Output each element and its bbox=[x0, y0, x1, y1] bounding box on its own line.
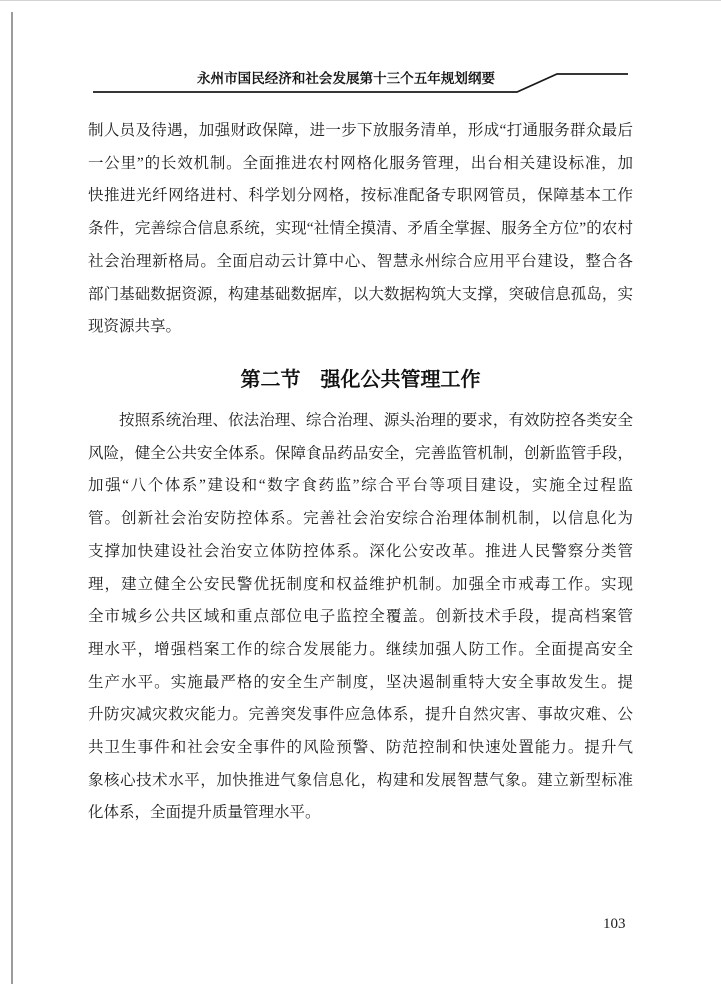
section-heading: 第二节 强化公共管理工作 bbox=[240, 369, 481, 391]
body-text-line: 管。创新社会治安防控体系。完善社会治安综合治理体制机制，以信息化为 bbox=[88, 510, 633, 528]
body-text-line: 全市城乡公共区域和重点部位电子监控全覆盖。创新技术手段，提高档案管 bbox=[88, 608, 633, 626]
scan-edge-line bbox=[11, 12, 13, 984]
body-text-line: 升防灾减灾救灾能力。完善突发事件应急体系，提升自然灾害、事故灾难、公 bbox=[88, 706, 633, 724]
header-rule bbox=[0, 1, 721, 111]
body-text-line: 理水平，增强档案工作的综合发展能力。继续加强人防工作。全面提高安全 bbox=[88, 640, 633, 658]
body-text-line: 理，建立健全公安民警优抚制度和权益维护机制。加强全市戒毒工作。实现 bbox=[88, 575, 633, 593]
body-text-line: 现资源共享。 bbox=[88, 318, 182, 336]
body-text-line: 快推进光纤网络进村、科学划分网格，按标准配备专职网管员，保障基本工作 bbox=[88, 187, 633, 205]
body-text-line: 部门基础数据资源，构建基础数据库，以大数据构筑大支撑，突破信息孤岛，实 bbox=[88, 285, 633, 303]
body-text-line: 风险，健全公共安全体系。保障食品药品安全，完善监管机制，创新监管手段， bbox=[88, 444, 633, 462]
body-text-line: 生产水平。实施最严格的安全生产制度，坚决遏制重特大安全事故发生。提 bbox=[88, 673, 633, 691]
paragraph bbox=[88, 115, 633, 344]
body-text-line: 一公里”的长效机制。全面推进农村网格化服务管理，出台相关建设标准，加 bbox=[88, 154, 633, 172]
body-text-line: 社会治理新格局。全面启动云计算中心、智慧永州综合应用平台建设，整合各 bbox=[88, 252, 633, 270]
body-text-line: 制人员及待遇，加强财政保障，进一步下放服务清单，形成“打通服务群众最后 bbox=[88, 122, 633, 139]
body-text-line: 象核心技术水平，加快推进气象信息化，构建和发展智慧气象。建立新型标准 bbox=[88, 771, 633, 789]
body-text-line: 化体系，全面提升质量管理水平。 bbox=[88, 804, 321, 822]
running-header-title: 永州市国民经济和社会发展第十三个五年规划纲要 bbox=[197, 71, 495, 86]
body-text-line: 支撑加快建设社会治安立体防控体系。深化公安改革。推进人民警察分类管 bbox=[88, 542, 633, 560]
body-text-line: 按照系统治理、依法治理、综合治理、源头治理的要求，有效防控各类安全 bbox=[119, 412, 633, 429]
paragraph bbox=[88, 405, 633, 830]
page-number: 103 bbox=[603, 916, 626, 932]
body-text-line: 共卫生事件和社会安全事件的风险预警、防范控制和快速处置能力。提升气 bbox=[88, 739, 633, 757]
body-text-line: 加强“八个体系”建设和“数字食药监”综合平台等项目建设，实施全过程监 bbox=[88, 477, 633, 495]
body-text-line: 条件，完善综合信息系统，实现“社情全摸清、矛盾全掌握、服务全方位”的农村 bbox=[88, 220, 633, 238]
